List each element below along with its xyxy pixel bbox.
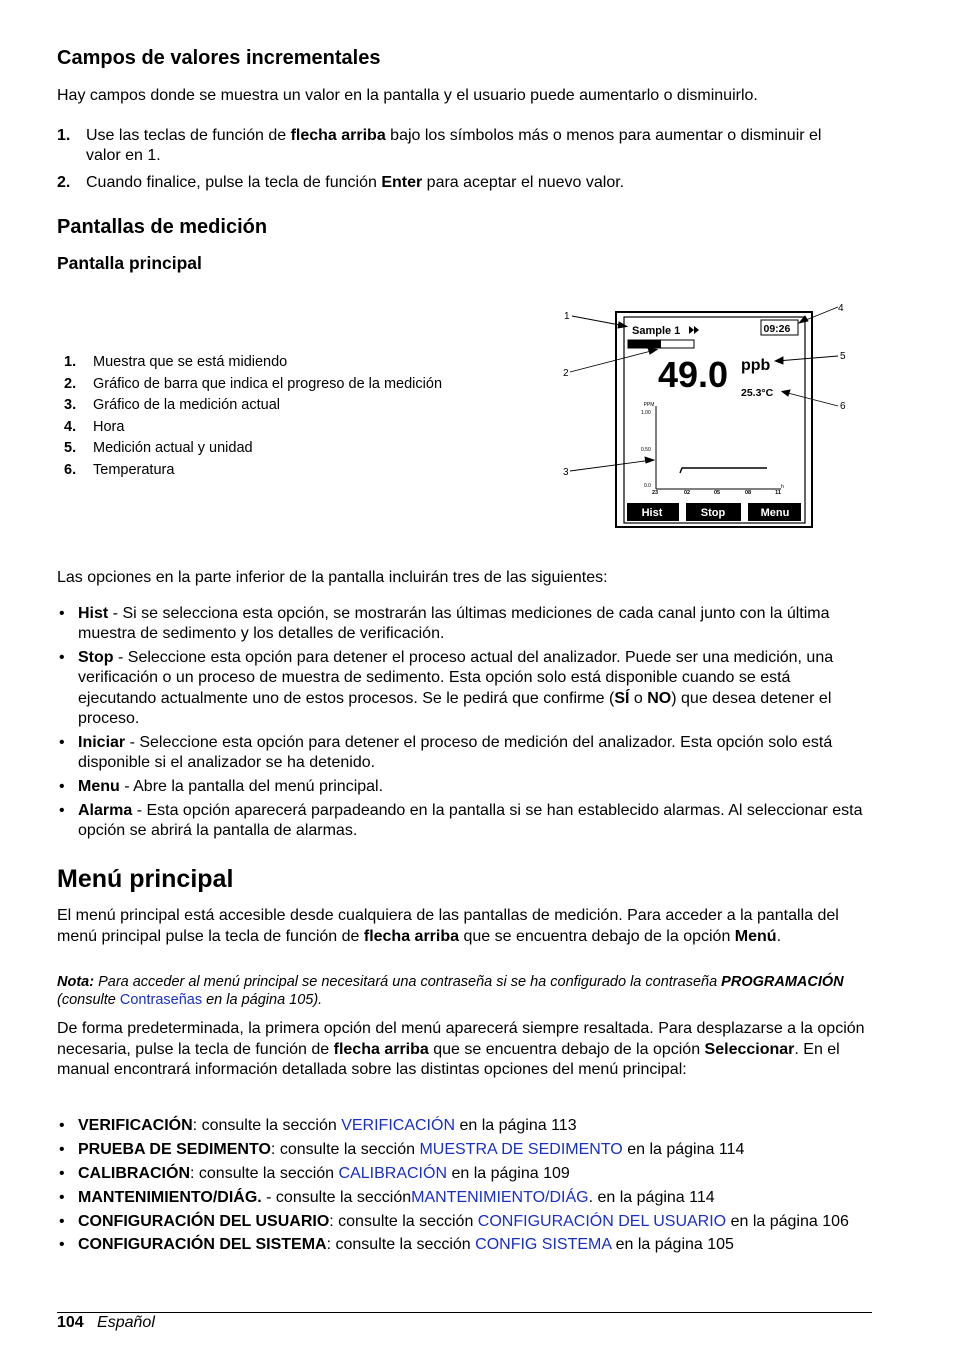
list-item: • CONFIGURACIÓN DEL SISTEMA: consulte la sección CONFIG SISTEMA en la página 105 — [59, 1236, 734, 1254]
options-intro: Las opciones en la parte inferior de la pantalla incluirán tres de las siguientes: — [57, 569, 608, 586]
figure-legend — [64, 352, 534, 482]
legend-item: 4. Hora — [64, 418, 125, 435]
link-passwords[interactable]: Contraseñas — [119, 991, 203, 1008]
measurement-value: 49.0 — [658, 354, 729, 395]
list-item: • CALIBRACIÓN: consulte la sección CALIBRACIÓN en la página 109 — [59, 1164, 570, 1182]
main-menu-paragraph-2: De forma predeterminada, la primera opción del menú aparecerá siempre resaltada. Para desplazarse a la opción necesaria, pulse la tecla de función de flecha arriba que se encuentra debajo de la opción Seleccionar. En el manual encontrará información detallada sobre las distintas opciones del menú principal: — [57, 1020, 865, 1078]
step-item: 2. Cuando finalice, pulse la tecla de función Enter para aceptar el nuevo valor. — [57, 174, 625, 191]
measurement-unit: ppb — [741, 357, 771, 374]
link-user-config[interactable]: CONFIGURACIÓN DEL USUARIO — [477, 1212, 727, 1230]
x-tick-label: 02 — [683, 490, 691, 496]
x-tick-label: 11 — [775, 490, 781, 496]
main-menu-paragraph-1: El menú principal está accesible desde cualquiera de las pantallas de medición. Para acceder a la pantalla del menú principal pulse la tecla de función de flecha arriba que se encuentra debajo de la opción Menú. — [57, 907, 839, 945]
link-calibration[interactable]: CALIBRACIÓN — [338, 1164, 447, 1182]
link-system-config[interactable]: CONFIG SISTEMA — [475, 1236, 612, 1254]
sample-label: Sample 1 — [632, 325, 681, 337]
time-readout: 09:26 — [763, 323, 791, 335]
subheading-main-screen: Pantalla principal — [57, 253, 202, 273]
link-sediment-sample[interactable]: MUESTRA DE SEDIMENTO — [419, 1140, 623, 1158]
heading-measurement-screens: Pantallas de medición — [57, 216, 268, 238]
step-number: 1. — [57, 127, 71, 144]
legend-item: 5. Medición actual y unidad — [64, 440, 253, 457]
page-footer — [57, 1313, 155, 1333]
list-item: • PRUEBA DE SEDIMENTO: consulte la sección MUESTRA DE SEDIMENTO en la página 114 — [59, 1140, 745, 1158]
progress-fill — [628, 340, 661, 348]
y-tick-label: 1.00 — [641, 410, 651, 416]
callout-number: 3 — [563, 467, 569, 478]
heading-main-menu: Menú principal — [57, 865, 234, 893]
link-maintenance[interactable]: MANTENIMIENTO/DIÁG — [411, 1188, 589, 1206]
heading-incremental-fields: Campos de valores incrementales — [57, 47, 381, 69]
page-number: 104 — [57, 1314, 84, 1331]
callout-number: 1 — [564, 311, 570, 322]
softkey-hist-label: Hist — [641, 507, 663, 519]
callout-number: 6 — [840, 401, 846, 412]
list-item: • Menu - Abre la pantalla del menú principal. — [59, 778, 384, 796]
callout-number: 5 — [840, 351, 846, 362]
list-item: • Hist - Si se selecciona esta opción, se mostrarán las últimas mediciones de cada canal junto con la última muestra de sedimento y los detalles de verificación. — [59, 605, 830, 643]
step-item: 1. Use las teclas de función de flecha arriba bajo los símbolos más o menos para aumentar o disminuir el valor en 1. — [57, 127, 822, 164]
x-tick-label: 05 — [713, 490, 721, 496]
legend-item: 1. Muestra que se está midiendo — [64, 354, 288, 370]
callout-number: 2 — [563, 368, 569, 379]
y-tick-label: 0.50 — [641, 447, 651, 453]
list-item: • Iniciar - Seleccione esta opción para detener el proceso de medición del analizador. Esta opción solo está disponible si el analizador se ha detenido. — [59, 733, 833, 772]
list-item: • Stop - Seleccione esta opción para detener el proceso actual del analizador. Puede ser una medición, una verificación o un proceso de muestra de sedimento. Esta opción solo está disponible cuando se está ejecutando actualmente uno de estos procesos. Se le pedirá que confirme (SÍ o NO) que desea detener el proceso. — [59, 649, 834, 728]
callout-number: 4 — [838, 303, 844, 314]
device-screen-figure — [555, 297, 855, 534]
legend-item: 3. Gráfico de la medición actual — [64, 397, 280, 414]
menu-items-list — [57, 1116, 872, 1259]
x-tick-label: 08 — [744, 490, 752, 496]
x-unit-label: h — [781, 484, 784, 490]
legend-item: 6. Temperatura — [64, 461, 175, 478]
legend-item: 2. Gráfico de barra que indica el progreso de la medición — [64, 375, 443, 392]
intro-paragraph: Hay campos donde se muestra un valor en la pantalla y el usuario puede aumentarlo o disminuirlo. — [57, 87, 758, 104]
link-verification[interactable]: VERIFICACIÓN — [341, 1117, 455, 1134]
list-item: • MANTENIMIENTO/DIÁG. - consulte la secciónMANTENIMIENTO/DIÁG. en la página 114 — [59, 1188, 715, 1206]
x-tick-label: 23 — [651, 490, 659, 496]
y-tick-label: 0.0 — [644, 483, 651, 489]
temperature-readout: 25.3°C — [741, 387, 774, 399]
footer-language: Español — [97, 1314, 155, 1331]
list-item: • CONFIGURACIÓN DEL USUARIO: consulte la sección CONFIGURACIÓN DEL USUARIO en la página 106 — [59, 1212, 849, 1230]
softkey-menu-label: Menu — [760, 507, 790, 519]
note-label: Nota: — [57, 974, 95, 990]
list-item: • VERIFICACIÓN: consulte la sección VERIFICACIÓN en la página 113 — [59, 1117, 577, 1134]
softkey-stop-label: Stop — [700, 507, 726, 519]
steps-list — [57, 126, 857, 200]
list-item: • Alarma - Esta opción aparecerá parpadeando en la pantalla si se han establecido alarmas. Al seleccionar esta opción se abrirá la pantalla de alarmas. — [59, 802, 863, 840]
graph-unit: PPM — [643, 402, 655, 408]
step-number: 2. — [57, 174, 71, 191]
note-block: Nota: Para acceder al menú principal se necesitará una contraseña si se ha configurado la contraseña PROGRAMACIÓN (consulte Contraseñas en la página 105). — [57, 974, 844, 1008]
footer-divider — [57, 1312, 872, 1313]
options-list — [57, 604, 872, 845]
